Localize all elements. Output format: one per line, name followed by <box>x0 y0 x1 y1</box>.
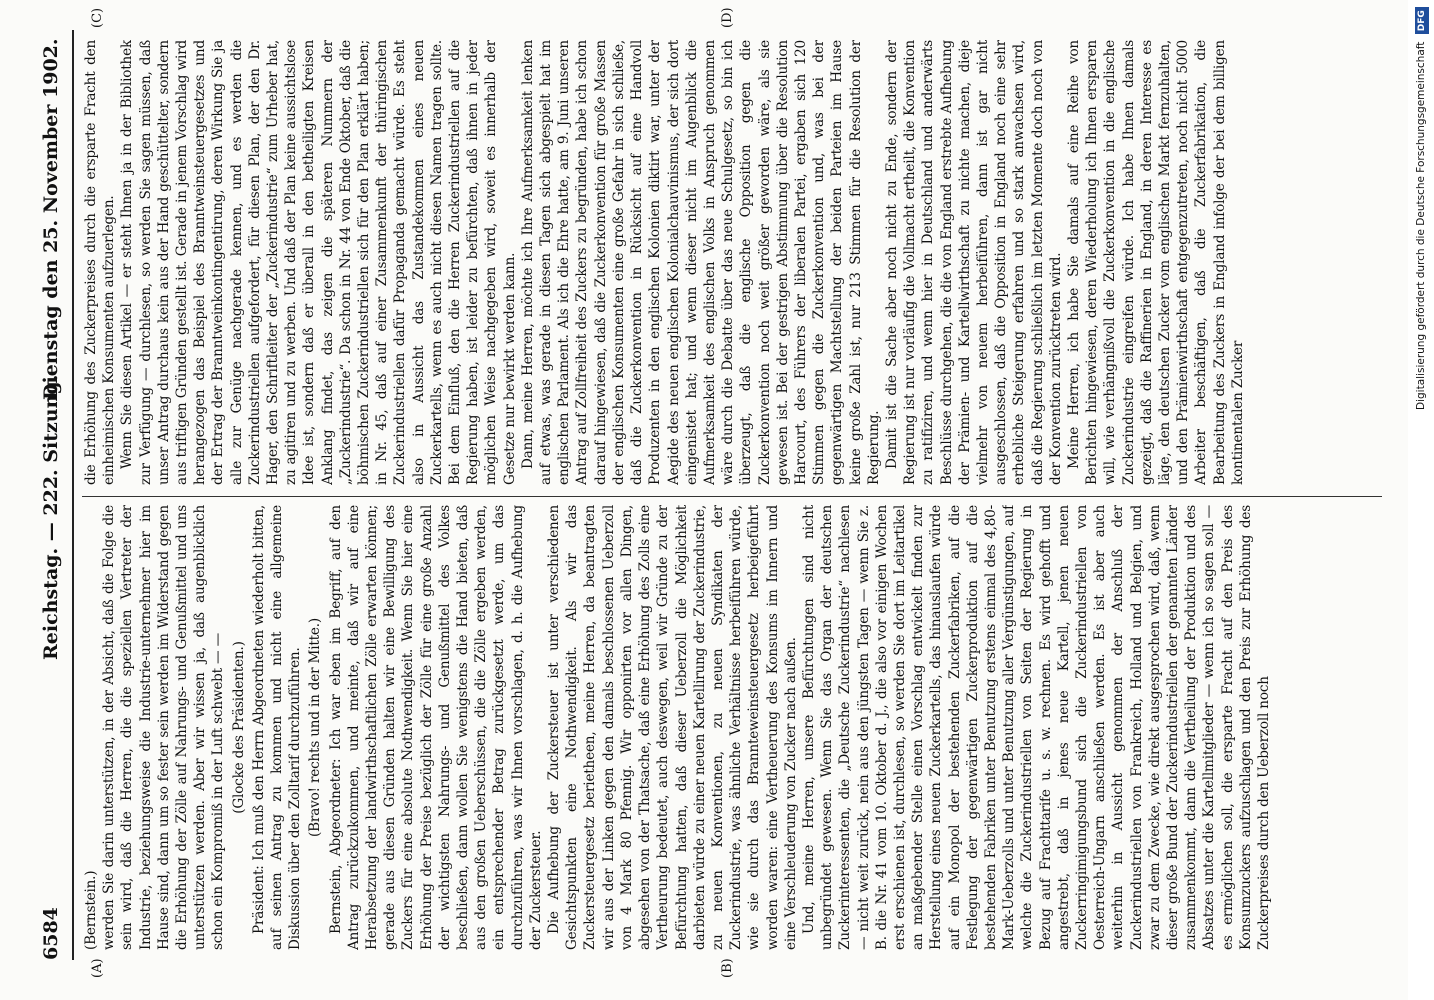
right-text-column <box>82 40 1382 485</box>
stage-direction: (Glocke des Präsidenten.) <box>230 641 247 814</box>
margin-marker-a: (A) <box>90 958 105 978</box>
page-header <box>40 30 70 960</box>
paragraph: Und, meine Herren, unsere Befürchtungen sind nicht unbegründet gewesen. Wenn Sie das Organ der deutschen Zuckerinteressenten, die „Deutsche Zuckerindustrie“ nachlesen — nicht weit zurück, nein aus den jüngsten Tagen — wenn Sie z. B. die Nr. 41 vom 10. Oktober d. J., die also vor einigen Wochen erst erschienen ist, durchlesen, so werden Sie dort im Leitartikel an maßgebender Stelle einen Vorschlag entwickelt finden zur Herstellung eines neuen Zuckerkartells, das hinauslaufen würde auf ein Monopol der bestehenden Zuckerfabriken, auf die Festlegung der gegenwärtigen Zuckerproduktion auf die bestehenden Fabriken unter Benutzung erstens einmal des 4,80-Mark-Ueberzolls und unter Benutzung aller Vergünstigungen, auf welche die Zuckerindustriellen von Seiten der Regierung in Bezug auf Frachttarife u. s. w. rechnen. Es wird gehofft und angestrebt, daß in jenes neue Kartell, jenen neuen Zuckerringimigungsbund sich die Zuckerindustriellen von Oesterreich-Ungarn anschließen werden. Es ist aber auch weiterhin in Aussicht genommen der Anschluß der Zuckerindustriellen von Frankreich, Holland und Belgien, und zwar zu dem Zwecke, wie direkt ausgesprochen wird, daß, wenn dieser große Bund der Zuckerindustriellen der genannten Länder zusammenkommt, dann die Vertheilung der Produktion und des Absatzes unter die Kartellmitglieder — wenn ich so sagen soll — es ermöglichen soll, die ersparte Fracht auf den Preis des Konsumzuckers aufzuschlagen und den Preis zur Erhöhung des Zuckerpreises durch den Ueberzoll noch <box>800 505 1272 950</box>
digitization-strip <box>1408 0 1434 1000</box>
digitization-credit <box>1408 0 1434 1000</box>
paragraph: Wenn Sie diesen Artikel — er steht Ihnen ja in der Bibliothek zur Verfügung — durchlesen, so werden Sie sagen müssen, daß unser Antrag durchaus kein aus der Hand geschüttelter, sondern aus triftigen Gründen gestellt ist. Gerade in jenem Vorschlag wird herangezogen das Beispiel des Branntweinsteuergesetzes und der Ertrag der Branntweinkontingentirung, deren Wirkung Sie ja alle zur Genüge nachgerade kennen, und es werden die Zuckerindustriellen aufgefordert, für diesen Plan, der den Dr. Hager, den Schriftleiter der „Zuckerindustrie“ zum Urheber hat, zu agitiren und zu werben. Und daß der Plan keine aussichtslose Idee ist, sondern daß er überall in den betheiligten Kreisen Anklang findet, das zeigen die späteren Nummern der „Zuckerindustrie“. Da schon in Nr. 44 von Ende Oktober, daß die böhmischen Zuckerindustriellen sich für den Plan erklärt haben; in Nr. 45, daß auf einer Zusammenkunft der thüringischen Zuckerindustriellen dafür Propaganda gemacht würde. Es steht also in Aussicht das Zustandekommen eines neuen Zuckerkartells, wenn es auch nicht diesen Namen tragen sollte. Bei dem Einfluß, den die Herren Zuckerindustriellen auf die Regierung haben, ist leider zu befürchten, daß ihnen in jeder möglichen Weise nachgegeben wird, soweit es innerhalb der Gesetze nur bewirkt werden kann. <box>119 40 518 485</box>
digitization-note: Digitalisierung gefördert durch die Deutsche Forschungsgemeinschaft <box>1415 41 1427 410</box>
session-date: Dienstag den 25. November 1902. <box>40 38 62 400</box>
speaker-tag: (Bernstein.) <box>83 870 99 950</box>
paragraph: Dann, meine Herren, möchte ich Ihre Aufmerksamkeit lenken auf etwas, was gerade in diesen Tagen sich abgespielt hat im englischen Parlament. Als ich die Ehre hatte, am 9. Juni unseren Antrag auf Zollfreiheit des Zuckers zu begründen, habe ich schon darauf hingewiesen, daß die Zuckerkonvention für große Massen der englischen Konsumenten eine große Gefahr in sich schließe, daß die Zuckerkonvention in Rücksicht auf eine Handvoll Produzenten in den englischen Kolonien diktirt war, unter der Aegide des neuen englischen Kolonialchauvinismus, der sich dort eingenistet hat; und wenn dieser nicht im Augenblick die Aufmerksamkeit des englischen Volks in Anspruch genommen wäre durch die Debatte über das neue Schulgesetz, so bin ich überzeugt, daß die englische Opposition gegen die Zuckerkonvention noch weit größer geworden wäre, als sie gewesen ist. Bei der gestrigen Abstimmung über die Resolution Harcourt, des Führers der liberalen Partei, ergaben sich 120 Stimmen gegen die Zuckerkonvention und, was bei der gegenwärtigen Machtstellung der beiden Parteien im Hause keine große Zahl ist, nur 213 Stimmen für die Resolution der Regierung. <box>519 40 882 485</box>
margin-marker-c: (C) <box>90 7 105 28</box>
paragraph: Präsident: Ich muß den Herrn Abgeordneten wiederholt bitten, auf seinen Antrag zu kommen und nicht eine allgemeine Diskussion über den Zolltarif durchzuführen. <box>250 505 304 950</box>
paragraph: werden Sie darin unterstützen, in der Absicht, daß die Folge die sein wird, daß die Herren, die die speziellen Vertreter der Industrie, beziehungsweise die Industrie-unternehmer hier im Hause sind, dann um so fester sein werden im Widerstand gegen die Erhöhung der Zölle auf Nahrungs- und Genußmittel und uns unterstützen werden. Aber wir wissen ja, daß augenblicklich schon ein Kompromiß in der Luft schwebt — — <box>101 505 227 950</box>
paragraph: Damit ist die Sache aber noch nicht zu Ende, sondern der Regierung ist nur vorläufig die Vollmacht ertheilt, die Konvention zu ratifiziren, und wenn hier in Deutschland und anderwärts Beschlüsse durchgehen, die die von England erstrebte Aufhebung der Prämien- und Kartellwirthschaft zu nichte machen, dieje vielmehr von neuem herbeiführen, dann ist gar nicht ausgeschlossen, daß die Opposition in England noch eine sehr erhebliche Steigerung erfahren und so stark anwachsen wird, daß die Regierung schließlich im letzten Momente doch noch von der Konvention zurücktreten wird. <box>883 40 1064 485</box>
paragraph: Die Aufhebung der Zuckersteuer ist unter verschiedenen Gesichtspunkten eine Nothwendigkeit. Als wir das Zuckersteuergesetz berietheen, meine Herren, da beantragten wir aus der Linken gegen den damals beschlossenen Ueberzoll von 4 Mark 80 Pfennig. Wir opponirten vor allen Dingen, abgesehen von der Thatsache, daß eine Erhöhung des Zolls eine Vertheurung bedeutet, auch deswegen, weil wir Gründe zu der Befürchtung hatten, daß dieser Ueberzoll die Möglichkeit darbieten würde zu einer neuen Kartellirung der Zuckerindustrie, zu neuen Konventionen, zu neuen Syndikaten der Zuckerindustrie, was ähnliche Verhältnisse herbeiführen würde, wie sie durch das Brannteweinsteuergesetz herbeigeführt worden waren: eine Vertheuerung des Konsums im Innern und eine Verschleuderung von Zucker nach außen. <box>546 505 799 950</box>
margin-marker-d: (D) <box>720 7 735 28</box>
header-rule <box>72 30 74 960</box>
column-divider <box>82 496 1382 497</box>
left-text-column <box>82 505 1382 950</box>
paragraph: die Erhöhung des Zuckerpreises durch die ersparte Fracht den einheimischen Konsumenten aufzuerlegen. <box>83 40 118 485</box>
stage-direction: (Bravo! rechts und in der Mitte.) <box>307 618 324 837</box>
paragraph: Meine Herren, ich habe Sie damals auf eine Reihe von Berichten hingewiesen, deren Wiederholung ich Ihnen ersparen will, wie verhängnißvoll die Zuckerkonvention in die englische Zuckerindustrie eingreifen würde. Ich habe Ihnen damals gezeigt, daß die Raffinerien in England, in deren Interesse es läge, den deutschen Zucker vom englischen Markt fernzuhalten, und den Prämienwirthschaft entgegenzutreten, noch nicht 5000 Arbeiter beschäftigen, daß die Zuckerfabrikation, die Bearbeitung des Zuckers in England infolge der bei dem billigen kontinentalen Zucker <box>1065 40 1246 485</box>
session-title: Reichstag. — 222. Sitzung. <box>40 374 62 660</box>
margin-marker-b: (B) <box>720 958 735 978</box>
paragraph: Bernstein, Abgeordneter: Ich war eben im Begriff, auf den Antrag zurückzukommen, und meinte, daß wir auf eine Herabsetzung der landwirthschaftlichen Zölle erwarten können; gerade aus diesen Gründen halten wir eine Bewilligung des Zuckers für eine absolute Nothwendigkeit. Wenn Sie hier eine Erhöhung der Preise bezüglich der Zölle für eine große Anzahl der wichtigsten Nahrungs- und Genußmittel des Volkes beschließen, dann wollen Sie wenigstens die Hand bieten, daß aus den großen Ueberschüssen, die die Zölle ergeben werden, ein entsprechender Betrag zurückgesetzt werde, um das durchzuführen, was wir Ihnen vorschlagen, d. h. die Aufhebung der Zuckersteuer. <box>327 505 544 950</box>
dfg-logo: DFG <box>1415 7 1429 34</box>
page-number: 6584 <box>40 907 62 960</box>
